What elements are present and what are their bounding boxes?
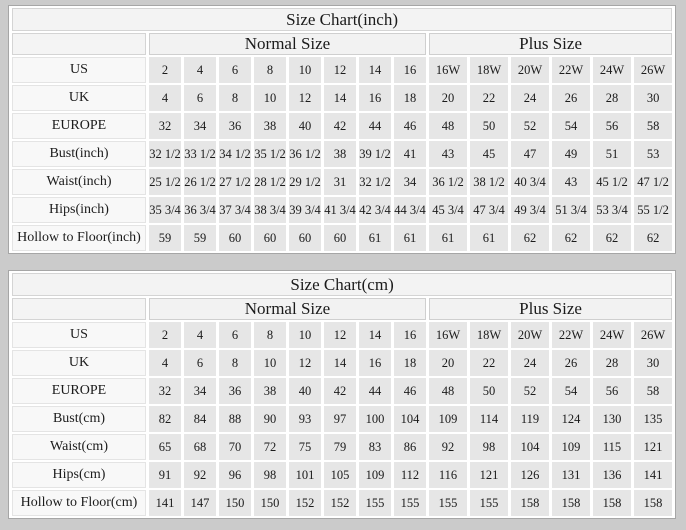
value-cell: 8	[254, 57, 286, 83]
value-cell: 65	[149, 434, 181, 460]
value-cell: 40	[289, 113, 321, 139]
value-cell: 100	[359, 406, 391, 432]
value-cell: 59	[149, 225, 181, 251]
value-cell: 14	[324, 350, 356, 376]
value-cell: 84	[184, 406, 216, 432]
value-cell: 121	[470, 462, 508, 488]
value-cell: 101	[289, 462, 321, 488]
row-label: US	[12, 57, 146, 83]
value-cell: 53 3/4	[593, 197, 631, 223]
value-cell: 28 1/2	[254, 169, 286, 195]
value-cell: 155	[394, 490, 426, 516]
value-cell: 12	[324, 57, 356, 83]
value-cell: 14	[359, 57, 391, 83]
value-cell: 38 3/4	[254, 197, 286, 223]
value-cell: 22W	[552, 57, 590, 83]
value-cell: 14	[359, 322, 391, 348]
value-cell: 45 3/4	[429, 197, 467, 223]
value-cell: 131	[552, 462, 590, 488]
row-label: Hollow to Floor(cm)	[12, 490, 146, 516]
value-cell: 60	[219, 225, 251, 251]
value-cell: 60	[289, 225, 321, 251]
value-cell: 38 1/2	[470, 169, 508, 195]
value-cell: 41 3/4	[324, 197, 356, 223]
value-cell: 104	[394, 406, 426, 432]
value-cell: 14	[324, 85, 356, 111]
row-label: Hips(cm)	[12, 462, 146, 488]
value-cell: 48	[429, 378, 467, 404]
value-cell: 38	[254, 113, 286, 139]
row-label: Hips(inch)	[12, 197, 146, 223]
value-cell: 39 3/4	[289, 197, 321, 223]
value-cell: 88	[219, 406, 251, 432]
value-cell: 150	[219, 490, 251, 516]
value-cell: 155	[429, 490, 467, 516]
value-cell: 119	[511, 406, 549, 432]
table-row	[12, 490, 672, 516]
table-title: Size Chart(inch)	[12, 8, 672, 31]
value-cell: 61	[470, 225, 508, 251]
value-cell: 43	[552, 169, 590, 195]
value-cell: 98	[254, 462, 286, 488]
value-cell: 54	[552, 378, 590, 404]
value-cell: 141	[149, 490, 181, 516]
column-group-header: Normal Size	[149, 298, 426, 320]
table-row	[12, 57, 672, 83]
title-row	[12, 8, 672, 31]
value-cell: 60	[324, 225, 356, 251]
value-cell: 51 3/4	[552, 197, 590, 223]
value-cell: 114	[470, 406, 508, 432]
value-cell: 92	[184, 462, 216, 488]
value-cell: 47	[511, 141, 549, 167]
value-cell: 20	[429, 85, 467, 111]
value-cell: 36	[219, 113, 251, 139]
value-cell: 34	[394, 169, 426, 195]
table-row	[12, 406, 672, 432]
value-cell: 18	[394, 350, 426, 376]
value-cell: 42 3/4	[359, 197, 391, 223]
value-cell: 104	[511, 434, 549, 460]
value-cell: 47 1/2	[634, 169, 672, 195]
row-label: UK	[12, 350, 146, 376]
value-cell: 24W	[593, 57, 631, 83]
value-cell: 72	[254, 434, 286, 460]
value-cell: 4	[184, 322, 216, 348]
table-row	[12, 378, 672, 404]
value-cell: 34	[184, 113, 216, 139]
table-row	[12, 85, 672, 111]
value-cell: 92	[429, 434, 467, 460]
value-cell: 32	[149, 113, 181, 139]
value-cell: 121	[634, 434, 672, 460]
value-cell: 12	[289, 85, 321, 111]
table-row	[12, 225, 672, 251]
value-cell: 8	[219, 350, 251, 376]
value-cell: 93	[289, 406, 321, 432]
value-cell: 26 1/2	[184, 169, 216, 195]
value-cell: 155	[359, 490, 391, 516]
value-cell: 62	[552, 225, 590, 251]
value-cell: 141	[634, 462, 672, 488]
value-cell: 37 3/4	[219, 197, 251, 223]
value-cell: 18W	[470, 57, 508, 83]
value-cell: 126	[511, 462, 549, 488]
value-cell: 26	[552, 85, 590, 111]
value-cell: 35 1/2	[254, 141, 286, 167]
value-cell: 28	[593, 85, 631, 111]
value-cell: 12	[289, 350, 321, 376]
value-cell: 34 1/2	[219, 141, 251, 167]
table-row	[12, 322, 672, 348]
table-row	[12, 141, 672, 167]
value-cell: 70	[219, 434, 251, 460]
value-cell: 25 1/2	[149, 169, 181, 195]
value-cell: 158	[593, 490, 631, 516]
value-cell: 26W	[634, 57, 672, 83]
value-cell: 54	[552, 113, 590, 139]
value-cell: 2	[149, 57, 181, 83]
value-cell: 24W	[593, 322, 631, 348]
column-group-header: Normal Size	[149, 33, 426, 55]
value-cell: 20W	[511, 322, 549, 348]
value-cell: 34	[184, 378, 216, 404]
value-cell: 6	[184, 85, 216, 111]
row-label: Hollow to Floor(inch)	[12, 225, 146, 251]
value-cell: 53	[634, 141, 672, 167]
value-cell: 116	[429, 462, 467, 488]
value-cell: 115	[593, 434, 631, 460]
column-group-header: Plus Size	[429, 298, 672, 320]
value-cell: 62	[634, 225, 672, 251]
value-cell: 47 3/4	[470, 197, 508, 223]
value-cell: 20	[429, 350, 467, 376]
value-cell: 12	[324, 322, 356, 348]
value-cell: 112	[394, 462, 426, 488]
value-cell: 50	[470, 378, 508, 404]
value-cell: 22W	[552, 322, 590, 348]
value-cell: 18	[394, 85, 426, 111]
value-cell: 42	[324, 378, 356, 404]
value-cell: 18W	[470, 322, 508, 348]
value-cell: 2	[149, 322, 181, 348]
value-cell: 16	[394, 57, 426, 83]
value-cell: 56	[593, 378, 631, 404]
value-cell: 38	[254, 378, 286, 404]
value-cell: 16	[394, 322, 426, 348]
row-label: US	[12, 322, 146, 348]
value-cell: 20W	[511, 57, 549, 83]
value-cell: 124	[552, 406, 590, 432]
value-cell: 44	[359, 378, 391, 404]
value-cell: 82	[149, 406, 181, 432]
column-group-row	[12, 33, 672, 55]
corner-cell	[12, 33, 146, 55]
value-cell: 32 1/2	[149, 141, 181, 167]
value-cell: 58	[634, 113, 672, 139]
value-cell: 45	[470, 141, 508, 167]
value-cell: 43	[429, 141, 467, 167]
value-cell: 152	[324, 490, 356, 516]
value-cell: 44 3/4	[394, 197, 426, 223]
value-cell: 61	[394, 225, 426, 251]
value-cell: 16	[359, 85, 391, 111]
value-cell: 10	[289, 322, 321, 348]
value-cell: 158	[511, 490, 549, 516]
value-cell: 4	[184, 57, 216, 83]
value-cell: 59	[184, 225, 216, 251]
value-cell: 109	[359, 462, 391, 488]
value-cell: 109	[429, 406, 467, 432]
value-cell: 105	[324, 462, 356, 488]
value-cell: 33 1/2	[184, 141, 216, 167]
value-cell: 83	[359, 434, 391, 460]
value-cell: 109	[552, 434, 590, 460]
table-row	[12, 434, 672, 460]
row-label: EUROPE	[12, 378, 146, 404]
value-cell: 22	[470, 85, 508, 111]
value-cell: 58	[634, 378, 672, 404]
value-cell: 52	[511, 378, 549, 404]
value-cell: 10	[254, 350, 286, 376]
table-row	[12, 169, 672, 195]
value-cell: 91	[149, 462, 181, 488]
value-cell: 31	[324, 169, 356, 195]
value-cell: 38	[324, 141, 356, 167]
value-cell: 49 3/4	[511, 197, 549, 223]
value-cell: 32 1/2	[359, 169, 391, 195]
title-row	[12, 273, 672, 296]
column-group-header: Plus Size	[429, 33, 672, 55]
value-cell: 86	[394, 434, 426, 460]
value-cell: 35 3/4	[149, 197, 181, 223]
value-cell: 45 1/2	[593, 169, 631, 195]
value-cell: 42	[324, 113, 356, 139]
value-cell: 79	[324, 434, 356, 460]
value-cell: 4	[149, 350, 181, 376]
value-cell: 75	[289, 434, 321, 460]
row-label: Bust(inch)	[12, 141, 146, 167]
table-row	[12, 197, 672, 223]
value-cell: 130	[593, 406, 631, 432]
value-cell: 16W	[429, 322, 467, 348]
value-cell: 50	[470, 113, 508, 139]
row-label: Waist(inch)	[12, 169, 146, 195]
column-group-row	[12, 298, 672, 320]
table-row	[12, 350, 672, 376]
value-cell: 49	[552, 141, 590, 167]
value-cell: 56	[593, 113, 631, 139]
value-cell: 150	[254, 490, 286, 516]
value-cell: 26W	[634, 322, 672, 348]
corner-cell	[12, 298, 146, 320]
value-cell: 68	[184, 434, 216, 460]
value-cell: 16W	[429, 57, 467, 83]
value-cell: 6	[184, 350, 216, 376]
row-label: Bust(cm)	[12, 406, 146, 432]
value-cell: 39 1/2	[359, 141, 391, 167]
value-cell: 52	[511, 113, 549, 139]
row-label: Waist(cm)	[12, 434, 146, 460]
value-cell: 90	[254, 406, 286, 432]
value-cell: 147	[184, 490, 216, 516]
value-cell: 28	[593, 350, 631, 376]
value-cell: 62	[511, 225, 549, 251]
value-cell: 158	[634, 490, 672, 516]
value-cell: 158	[552, 490, 590, 516]
value-cell: 61	[359, 225, 391, 251]
value-cell: 36 1/2	[429, 169, 467, 195]
value-cell: 155	[470, 490, 508, 516]
value-cell: 152	[289, 490, 321, 516]
value-cell: 24	[511, 350, 549, 376]
value-cell: 55 1/2	[634, 197, 672, 223]
value-cell: 61	[429, 225, 467, 251]
value-cell: 22	[470, 350, 508, 376]
value-cell: 40	[289, 378, 321, 404]
value-cell: 4	[149, 85, 181, 111]
row-label: UK	[12, 85, 146, 111]
value-cell: 29 1/2	[289, 169, 321, 195]
value-cell: 8	[219, 85, 251, 111]
value-cell: 97	[324, 406, 356, 432]
value-cell: 46	[394, 378, 426, 404]
value-cell: 136	[593, 462, 631, 488]
value-cell: 30	[634, 350, 672, 376]
value-cell: 48	[429, 113, 467, 139]
size-chart-table	[8, 5, 676, 254]
value-cell: 16	[359, 350, 391, 376]
value-cell: 30	[634, 85, 672, 111]
value-cell: 27 1/2	[219, 169, 251, 195]
value-cell: 96	[219, 462, 251, 488]
size-chart-table	[8, 270, 676, 519]
value-cell: 60	[254, 225, 286, 251]
value-cell: 24	[511, 85, 549, 111]
table-row	[12, 113, 672, 139]
value-cell: 6	[219, 57, 251, 83]
value-cell: 46	[394, 113, 426, 139]
value-cell: 135	[634, 406, 672, 432]
value-cell: 10	[254, 85, 286, 111]
value-cell: 36 1/2	[289, 141, 321, 167]
value-cell: 51	[593, 141, 631, 167]
table-title: Size Chart(cm)	[12, 273, 672, 296]
value-cell: 44	[359, 113, 391, 139]
row-label: EUROPE	[12, 113, 146, 139]
value-cell: 8	[254, 322, 286, 348]
value-cell: 40 3/4	[511, 169, 549, 195]
value-cell: 62	[593, 225, 631, 251]
value-cell: 32	[149, 378, 181, 404]
value-cell: 36 3/4	[184, 197, 216, 223]
value-cell: 41	[394, 141, 426, 167]
value-cell: 26	[552, 350, 590, 376]
value-cell: 10	[289, 57, 321, 83]
table-row	[12, 462, 672, 488]
value-cell: 6	[219, 322, 251, 348]
value-cell: 98	[470, 434, 508, 460]
value-cell: 36	[219, 378, 251, 404]
